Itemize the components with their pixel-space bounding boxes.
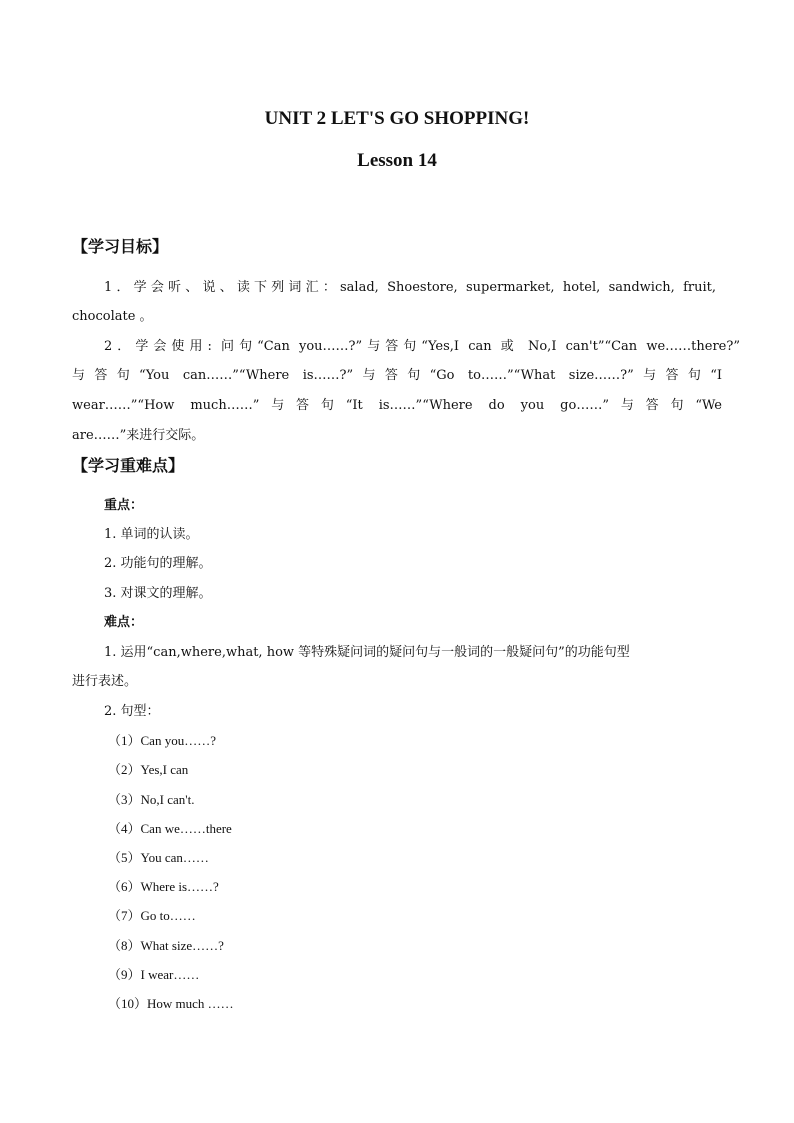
objective-2-line-1: 2．学会使用: 问句“Can you……?”与答句“Yes,I can 或 No,I can't”“Can we……there?”	[104, 339, 740, 354]
pattern-5: （5）You can……	[108, 850, 209, 865]
focus-label: 重点：	[104, 498, 144, 513]
pattern-1: （1）Can you……?	[108, 733, 216, 748]
objectives-heading: 【学习目标】	[72, 237, 169, 256]
pattern-10: （10）How much ……	[108, 996, 234, 1011]
pattern-6: （6）Where is……?	[108, 879, 219, 894]
pattern-7: （7）Go to……	[108, 908, 196, 923]
key-points-heading: 【学习重难点】	[72, 456, 185, 475]
pattern-2: （2）Yes,I can	[108, 762, 189, 777]
difficulty-1-line-1: 1. 运用“can,where,what, how 等特殊疑问词的疑问句与一般词的一般疑问句”的功能句型	[104, 645, 630, 660]
objective-1-line-2: chocolate 。	[72, 309, 153, 324]
difficulty-2-label: 2. 句型：	[104, 704, 160, 719]
pattern-8: （8）What size……?	[108, 938, 224, 953]
lesson-title: Lesson 14	[357, 150, 437, 171]
objective-2-line-3: wear……”“How much……”与答句“It is……”“Where do you go……”与答句“We	[72, 398, 722, 413]
focus-item-3: 3. 对课文的理解。	[104, 586, 212, 601]
objective-1-line-1: 1．学会听、说、读下列词汇：salad, Shoestore, supermarket, hotel, sandwich, fruit,	[104, 280, 716, 295]
pattern-3: （3）No,I can't.	[108, 792, 195, 807]
objective-2-line-4: are……”来进行交际。	[72, 428, 205, 443]
focus-item-2: 2. 功能句的理解。	[104, 556, 212, 571]
objective-2-line-2: 与答句“You can……”“Where is……?”与答句“Go to……”“What size……?”与答句“I	[72, 368, 722, 383]
unit-title: UNIT 2 LET'S GO SHOPPING!	[264, 108, 530, 129]
pattern-4: （4）Can we……there	[108, 821, 232, 836]
difficulty-label: 难点：	[104, 615, 144, 630]
pattern-9: （9）I wear……	[108, 967, 200, 982]
difficulty-1-line-2: 进行表述。	[72, 674, 138, 689]
focus-item-1: 1. 单词的认读。	[104, 527, 199, 542]
